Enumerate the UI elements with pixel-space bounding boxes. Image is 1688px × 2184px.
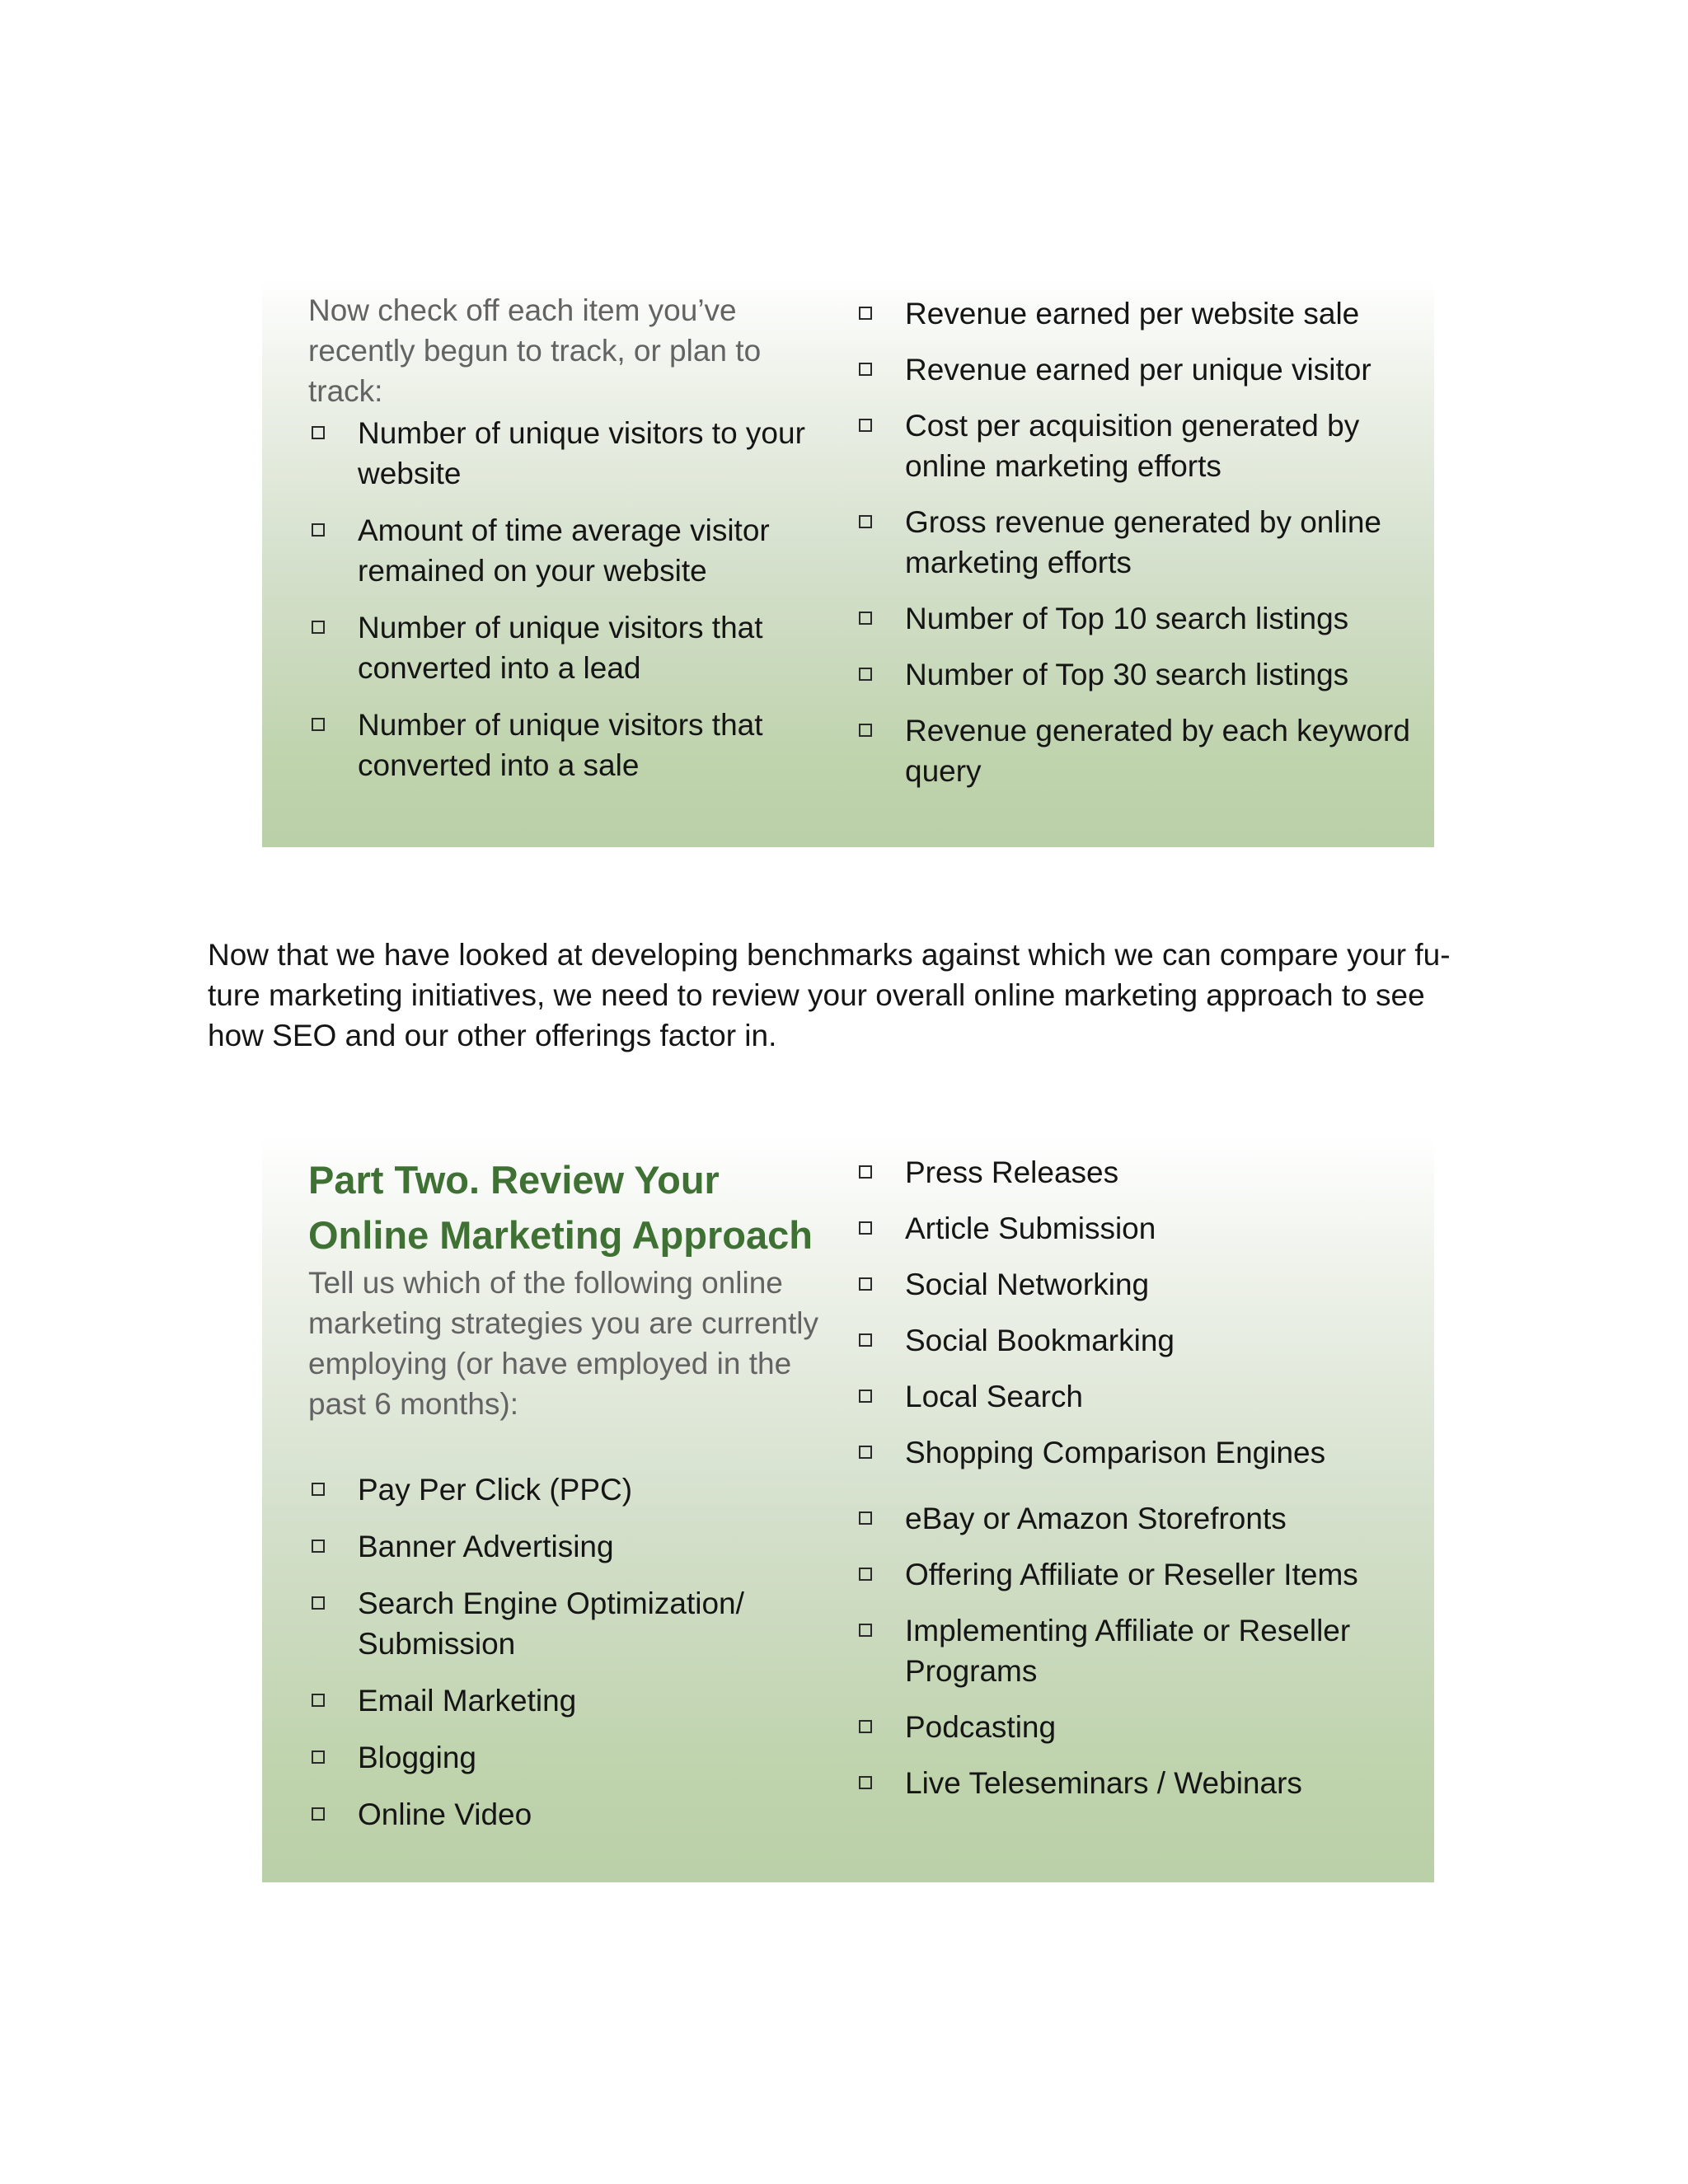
checklist-item[interactable]: Number of unique visitors that converted into a sale	[308, 705, 828, 785]
checkbox-icon[interactable]	[312, 1694, 325, 1707]
tracking-right-list	[856, 293, 1424, 791]
checklist-item[interactable]: Gross revenue generated by online marketing efforts	[856, 502, 1424, 583]
checklist-item[interactable]: Banner Advertising	[308, 1526, 828, 1567]
checklist-item[interactable]: Pay Per Click (PPC)	[308, 1469, 828, 1510]
checklist-item[interactable]: Amount of time average visitor remained on your website	[308, 510, 828, 591]
tracking-intro-text: Now check off each item you’ve recently begun to track, or plan to track:	[308, 293, 762, 408]
checkbox-icon[interactable]	[312, 1540, 325, 1553]
checklist-item[interactable]: Blogging	[308, 1737, 828, 1778]
checkbox-icon[interactable]	[859, 1776, 872, 1789]
checklist-item[interactable]: Revenue earned per unique visitor	[856, 349, 1424, 390]
checklist-item[interactable]: Shopping Comparison Engines	[856, 1432, 1424, 1473]
checkbox-icon[interactable]	[859, 612, 872, 625]
checkbox-icon[interactable]	[312, 1483, 325, 1496]
strategy-right-column	[856, 1152, 1424, 1803]
checklist-item[interactable]: Local Search	[856, 1376, 1424, 1417]
checklist-item[interactable]: Offering Affiliate or Reseller Items	[856, 1554, 1424, 1595]
checklist-item[interactable]: Number of Top 30 search listings	[856, 654, 1424, 695]
checklist-item[interactable]: Cost per acquisition generated by online marketing efforts	[856, 405, 1424, 486]
checkbox-icon[interactable]	[312, 426, 325, 439]
checkbox-icon[interactable]	[859, 307, 872, 320]
strategy-intro-text: Tell us which of the following online marketing strategies you are currently employing (or have employed in the past 6 months):	[308, 1266, 818, 1421]
checkbox-icon[interactable]	[859, 363, 872, 376]
checkbox-icon[interactable]	[859, 1511, 872, 1525]
checkbox-icon[interactable]	[859, 1624, 872, 1637]
checklist-item[interactable]: Article Submission	[856, 1208, 1424, 1249]
checklist-item[interactable]: Online Video	[308, 1794, 828, 1835]
checkbox-icon[interactable]	[859, 1446, 872, 1459]
section-heading: Part Two. Review Your Online Marketing Approach	[308, 1158, 813, 1257]
checkbox-icon[interactable]	[859, 515, 872, 528]
checkbox-icon[interactable]	[312, 621, 325, 634]
checklist-item[interactable]: Email Marketing	[308, 1680, 828, 1721]
strategy-checklist-panel	[262, 1136, 1434, 1882]
checklist-item[interactable]: Revenue generated by each keyword query	[856, 710, 1424, 791]
checkbox-icon[interactable]	[859, 1221, 872, 1235]
checkbox-icon[interactable]	[312, 718, 325, 731]
checkbox-icon[interactable]	[859, 419, 872, 432]
checklist-item[interactable]: Social Networking	[856, 1264, 1424, 1305]
strategy-left-list	[308, 1469, 828, 1835]
checklist-item[interactable]: Implementing Affiliate or Reseller Programs	[856, 1610, 1424, 1691]
checklist-item[interactable]: Press Releases	[856, 1152, 1424, 1193]
strategy-right-list	[856, 1152, 1424, 1803]
body-paragraph: Now that we have looked at developing benchmarks against which we can compare your fu-ture marketing initiatives, we need to review your overall online marketing approach to see how SEO and our other offerings factor in.	[208, 938, 1451, 1052]
checkbox-icon[interactable]	[312, 1807, 325, 1821]
checklist-item[interactable]: Search Engine Optimization/ Submission	[308, 1583, 828, 1664]
checkbox-icon[interactable]	[312, 523, 325, 537]
checkbox-icon[interactable]	[859, 1390, 872, 1403]
checkbox-icon[interactable]	[859, 1720, 872, 1733]
tracking-left-list	[308, 413, 828, 785]
checklist-item[interactable]: Live Teleseminars / Webinars	[856, 1763, 1424, 1803]
tracking-right-column	[856, 293, 1424, 791]
checklist-item[interactable]: Number of unique visitors to your website	[308, 413, 828, 494]
checkbox-icon[interactable]	[859, 1333, 872, 1347]
checklist-item[interactable]: Number of Top 10 search listings	[856, 598, 1424, 639]
checkbox-icon[interactable]	[859, 1568, 872, 1581]
strategy-left-column	[308, 1152, 828, 1835]
checkbox-icon[interactable]	[312, 1750, 325, 1764]
checkbox-icon[interactable]	[859, 1277, 872, 1291]
checklist-item[interactable]: Social Bookmarking	[856, 1320, 1424, 1361]
checkbox-icon[interactable]	[859, 668, 872, 681]
tracking-left-column	[308, 290, 828, 785]
checklist-item[interactable]: eBay or Amazon Storefronts	[856, 1498, 1424, 1539]
checkbox-icon[interactable]	[312, 1596, 325, 1610]
checklist-item[interactable]: Podcasting	[856, 1707, 1424, 1747]
checklist-item[interactable]: Number of unique visitors that converted into a lead	[308, 607, 828, 688]
checklist-item[interactable]: Revenue earned per website sale	[856, 293, 1424, 334]
checkbox-icon[interactable]	[859, 724, 872, 737]
checkbox-icon[interactable]	[859, 1165, 872, 1179]
tracking-checklist-panel	[262, 279, 1434, 847]
